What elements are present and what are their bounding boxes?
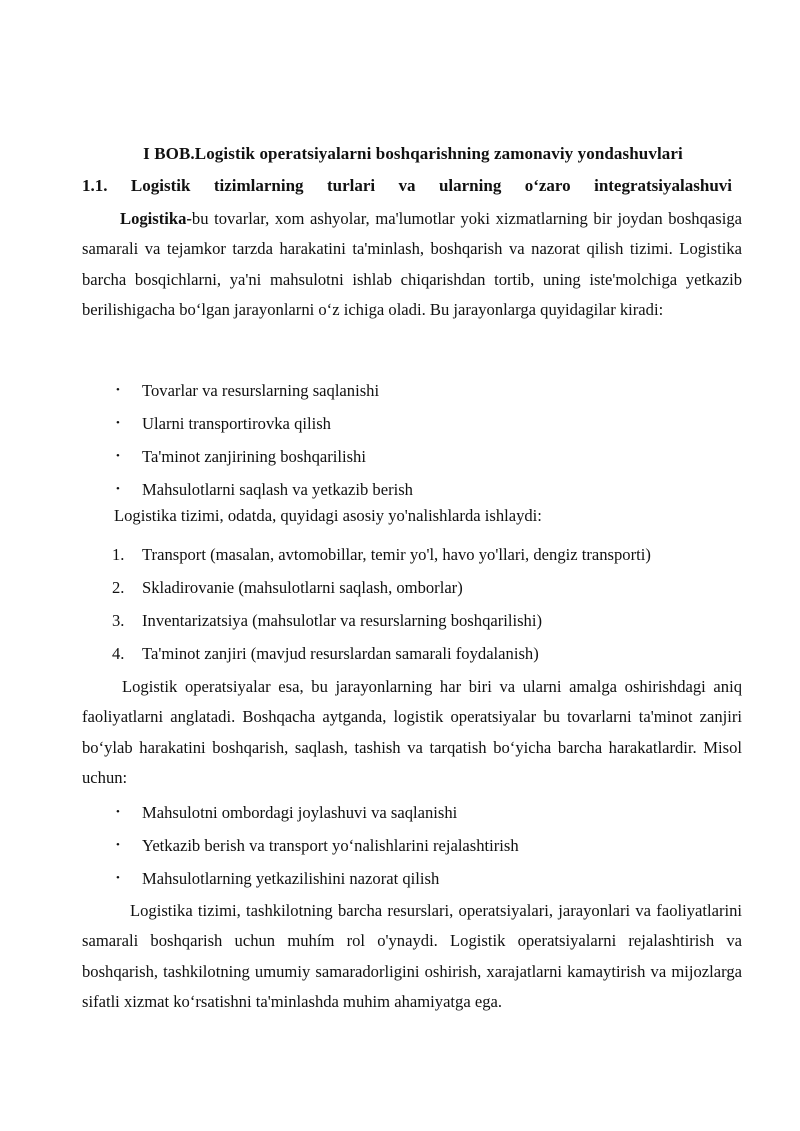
- bullet-icon: •: [116, 450, 120, 462]
- bullet-icon: •: [116, 483, 120, 495]
- list-item: • Ularni transportirovka qilish: [112, 407, 413, 440]
- directions-numbered-list: [112, 538, 651, 670]
- operations-paragraph: Logistik operatsiyalar esa, bu jarayonlarning har biri va ularni amalga oshirishdagi aniq faoliyatlarni anglatadi. Boshqacha aytganda, logistik operatsiyalar bu tovarlarni ta'minot zanjiri bo‘ylab harakatini boshqarish, saqlash, tashish va tarqatish bo‘yicha barcha harakatlardir. Misol uchun:: [82, 677, 742, 787]
- list-item: • Mahsulotlarni saqlash va yetkazib berish: [112, 473, 413, 506]
- chapter-title: I BOB.Logistik operatsiyalarni boshqarishning zamonaviy yondashuvlari: [143, 144, 683, 163]
- bullet-icon: •: [116, 384, 120, 396]
- numbered-list-item: 1. Transport (masalan, avtomobillar, temir yo'l, havo yo'llari, dengiz transporti): [112, 545, 651, 564]
- list-item: • Tovarlar va resurslarning saqlanishi: [112, 374, 413, 407]
- logistics-processes-list: [112, 374, 413, 506]
- section-title: 1.1. Logistik tizimlarning turlari va ularning o‘zaro integratsiyalashuvi: [82, 176, 732, 195]
- bullet-icon: •: [116, 839, 120, 851]
- intro-paragraph: [82, 204, 742, 325]
- list-item: • Mahsulotni ombordagi joylashuvi va saqlanishi: [112, 796, 519, 829]
- list-item: • Yetkazib berish va transport yo‘nalishlarini rejalashtirish: [112, 829, 519, 862]
- conclusion-paragraph: Logistika tizimi, tashkilotning barcha resurslari, operatsiyalari, jarayonlari va faoliyatlarini samarali boshqarish uchun muhím rol o'ynaydi. Logistik operatsiyalarni rejalashtirish va boshqarish, tashkilotning umumiy samaradorligini oshirish, xarajatlarni kamaytirish va mijozlarga sifatli xizmat ko‘rsatishni ta'minlashda muhim ahamiyatga ega.: [82, 901, 742, 1011]
- list-item: • Mahsulotlarning yetkazilishini nazorat qilish: [112, 862, 519, 895]
- bullet-icon: •: [116, 806, 120, 818]
- term-logistika: Logistika-: [120, 209, 192, 228]
- bullet-icon: •: [116, 872, 120, 884]
- numbered-list-item: 2. Skladirovanie (mahsulotlarni saqlash, omborlar): [112, 578, 463, 597]
- numbered-list-item: 3. Inventarizatsiya (mahsulotlar va resurslarning boshqarilishi): [112, 611, 542, 630]
- intro-paragraph-text: bu tovarlar, xom ashyolar, ma'lumotlar yoki xizmatlarning bir joydan boshqasiga samarali va tejamkor tarzda harakatini ta'minlash, boshqarish va nazorat qilish tizimi. Logistika barcha bosqichlarni, ya'ni mahsulotni ishlab chiqarishdan tortib, uning iste'molchiga yetkazib berilishigacha bo‘lgan jarayonlarni o‘z ichiga oladi. Bu jarayonlarga quyidagilar kiradi:: [82, 209, 742, 319]
- numbered-list-item: 4. Ta'minot zanjiri (mavjud resurslardan samarali foydalanish): [112, 644, 539, 663]
- list-item: • Ta'minot zanjirining boshqarilishi: [112, 440, 413, 473]
- operations-examples-list: [112, 796, 519, 895]
- directions-intro-line: Logistika tizimi, odatda, quyidagi asosiy yo'nalishlarda ishlaydi:: [114, 506, 542, 525]
- bullet-icon: •: [116, 417, 120, 429]
